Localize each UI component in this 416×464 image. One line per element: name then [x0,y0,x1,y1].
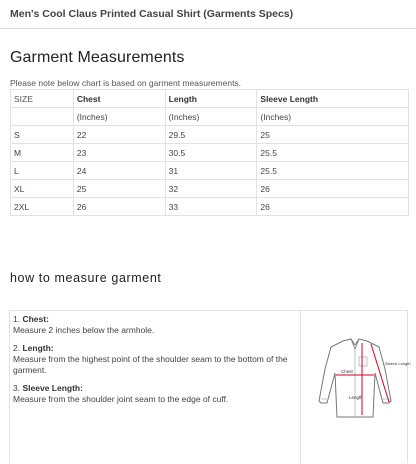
column-header-sleeve-length: Sleeve Length [257,90,409,108]
unit-cell: (Inches) [73,108,165,126]
length-cell: 31 [165,162,257,180]
chest-cell: 22 [73,126,165,144]
header-divider [0,28,416,29]
table-row [11,162,409,180]
instruction-sleeve-length [13,383,297,405]
instruction-number: 2. [13,343,21,353]
instruction-text: Measure from the shoulder joint seam to the edge of cuff. [13,394,229,404]
length-cell: 32 [165,180,257,198]
table-header-row [11,90,409,108]
size-cell: S [11,126,74,144]
table-row [11,144,409,162]
table-row [11,198,409,216]
shirt-measurement-diagram [305,329,411,429]
instruction-label: Sleeve Length: [22,383,83,393]
sleeve-length-cell: 25 [257,126,409,144]
instruction-label: Length: [22,343,54,353]
instruction-chest [13,314,297,336]
column-header-chest: Chest [73,90,165,108]
how-to-measure-title: how to measure garment [10,271,162,285]
page-title: Men's Cool Claus Printed Casual Shirt (Garments Specs) [10,8,294,20]
chest-diagram-label: Chest [341,369,353,374]
unit-cell: (Inches) [165,108,257,126]
chest-cell: 23 [73,144,165,162]
chest-cell: 24 [73,162,165,180]
size-cell: 2XL [11,198,74,216]
table-row [11,180,409,198]
unit-cell [11,108,74,126]
instruction-number: 3. [13,383,21,393]
instruction-label: Chest: [22,314,49,324]
instruction-length [13,343,297,376]
panel-divider [300,311,301,464]
table-row [11,126,409,144]
sleeve-length-cell: 26 [257,198,409,216]
sleeve-length-cell: 26 [257,180,409,198]
unit-cell: (Inches) [257,108,409,126]
how-to-measure-panel [9,310,411,463]
instruction-text: Measure 2 inches below the armhole. [13,325,155,335]
instruction-number: 1. [13,314,21,324]
measurement-instructions [13,314,297,412]
size-chart-table [10,89,409,216]
column-header-size: SIZE [11,90,74,108]
length-cell: 29.5 [165,126,257,144]
sleeve-length-cell: 25.5 [257,144,409,162]
measurements-note: Please note below chart is based on garment measurements. [10,78,242,88]
chest-cell: 25 [73,180,165,198]
length-cell: 30.5 [165,144,257,162]
sleeve-length-cell: 25.5 [257,162,409,180]
chest-cell: 26 [73,198,165,216]
size-cell: L [11,162,74,180]
table-units-row [11,108,409,126]
instruction-text: Measure from the highest point of the shoulder seam to the bottom of the garment. [13,354,288,375]
size-cell: M [11,144,74,162]
length-diagram-label: Length [349,395,363,400]
column-header-length: Length [165,90,257,108]
sleeve-diagram-label: Sleeve Length [385,361,411,366]
length-cell: 33 [165,198,257,216]
shirt-diagram-svg [305,329,411,429]
measurements-title: Garment Measurements [10,49,185,66]
size-cell: XL [11,180,74,198]
